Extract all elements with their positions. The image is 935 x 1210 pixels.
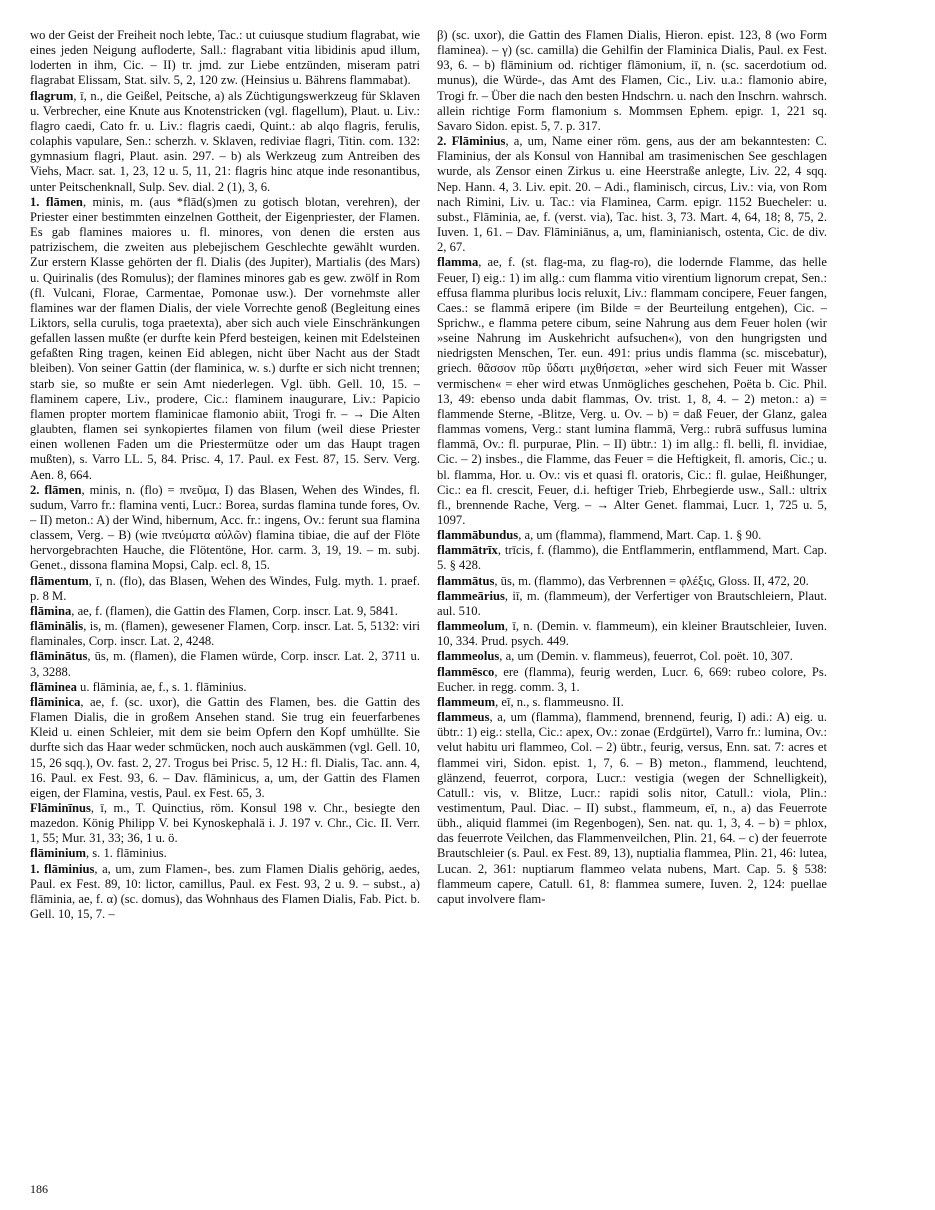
entry-text: , ī, n. (Demin. v. flammeum), ein kleiner Brautschleier, Iuven. 10, 334. Prud. psych. 449.: [437, 619, 827, 649]
entry-headword: flamma: [437, 255, 479, 270]
entry-headword: flammeolus: [437, 649, 500, 664]
entry-headword: flammābundus: [437, 528, 519, 543]
entry-text: wo der Geist der Freiheit noch lebte, Tac.: ut cuiusque studium flagrabat, wie eines jeden Neigung aufloderte, Sall.: flagrabant vitia libidinis apud illum, loderten in ihm, Cic. – II) tr. jmd. zur Liebe entzünden, miseram patri flagrabat Elissam, Stat. silv. 5, 2, 120 zw. (Heinsius u. Bährens flammabat).: [30, 28, 420, 88]
entry-text: , minis, n. (flo) = πνεῦμα, I) das Blasen, Wehen des Windes, fl. sudum, Varro fr.: flamina venti, Lucr.: Borea, surdas flamina tunde fores, Ov. – II) meton.: A) der Wind, hibernum, Acc. fr.: ingens, Ov.: ferunt sua flamina classem, Verg. – B) (wie πνεύματα αὐλῶν) flamina tibiae, die auf der Flöte hervorgebrachten Hauche, die Flötentöne, Hor. carm. 3, 19, 19. – m. subj. Genet., dissona flamina Mopsi, Calp. ecl. 8, 15.: [30, 482, 420, 573]
entry-text: , a, um (Demin. v. flammeus), feuerrot, Col. poët. 10, 307.: [499, 649, 793, 664]
entry-headword: flammeārius: [437, 588, 505, 603]
entry-headword: flammātrīx: [437, 543, 498, 558]
entry-headword: flammeum: [437, 694, 496, 709]
entry-text: , ī, m., T. Quinctius, röm. Konsul 198 v. Chr., besiegte den mazedon. König Philipp V. bei Kynoskephalä i. J. 197 v. Chr., Cic. II. Verr. 1, 55; Mur. 31, 33; 36, 1 u. ö.: [30, 800, 420, 846]
dictionary-entry: [30, 862, 420, 923]
entry-headword: 1. flāminius: [30, 861, 95, 876]
entry-text: , ūs, m. (flammo), das Verbrennen = φλέξις, Gloss. II, 472, 20.: [494, 573, 809, 588]
entry-headword: 2. Flāminius: [437, 134, 506, 149]
dictionary-entry: [30, 195, 420, 483]
entry-text: , s. 1. flāminius.: [85, 846, 167, 861]
dictionary-entry: [437, 528, 827, 543]
dictionary-entry: [437, 134, 827, 255]
entry-text: , ūs, m. (flamen), die Flamen würde, Corp. inscr. Lat. 2, 3711 u. 3, 3288.: [30, 649, 420, 679]
dictionary-entry: [437, 695, 827, 710]
dictionary-entry: [30, 574, 420, 604]
entry-headword: flāminium: [30, 846, 86, 861]
entry-text: , a, um (flamma), flammend, brennend, feurig, I) adi.: A) eig. u. übtr.: 1) eig.: stella, Cic.: apex, Ov.: zonae (Erdgürtel), Varro fr.: lumina, Ov.: velut habitu uri flammeo, Col. – 2) übtr., feurig, versus, Enn. sat. 7: acres et flammei viri, Sidon. epist. 1, 7, 6. – B) meton., flammend, leuchtend, glänzend, feuerrot, corpora, Lucr.: vestigia (wegen der Schnelligkeit), Catull.: vis, v. Blitze, Lucr.: rapidi solis nitor, Catull.: viola, Plin.: vestimentum, Paul. Diac. – II) subst., flammeum, eī, n., a) das Feuerrote übh., aliquid flammei (im Regenbogen), Sen. nat. qu. 1, 3, 4. – b) = phlox, das feuerrote Veilchen, das Flammenveilchen, Plin. 21, 64. – c) der feuerrote Brautschleier (s. Paul. ex Fest. 89, 13), nuptialia flammea, Plin. 21, 46: lutea, Lucan. 2, 361: nuptiarum flammeo velata nubens, Mart. Cap. 5. § 538: flammeum capere, Catull. 61, 8: flammea sumere, Iuven. 2, 124: puellae caput involvere flam-: [437, 710, 827, 906]
entry-text: , ae, f. (st. flag-ma, zu flag-ro), die lodernde Flamme, das helle Feuer, I) eig.: 1) im allg.: cum flamma vitio virentium lignorum crepat, Sen.: effusa flamma pluribus locis reluxit, Liv.: flammam concipere, Feuer fangen, Caes.: se flammā eripere (im Bilde = der Beurteilung entgehen), Cic. – Sprichw., e flamma petere cibum, seine Nahrung aus dem Feuer holen (wir »seine Nahrung im Auskehricht aufsuchen«), von den hungrigsten und niedrigsten Menschen, Ter. eun. 491: prius undis flamma (sc. miscebatur), griech. θᾶσσον πῦρ ὕδατι μιχθήσεται, »eher wird sich Feuer mit Wasser vermischen« = eher wird etwas Unmögliches geschehen, Poëta b. Cic. Phil. 13, 49: ebenso unda dabit flammas, Ov. trist. 1, 8, 4. – 2) meton.: a) = flammende Sterne, -Blitze, Verg. u. Ov. – b) = daß Feuer, der Glanz, galea flammas vomens, Verg.: stant lumina flammā, Verg.: rubrā suffusus lumina flammā, Ov.: fl. purpurae, Plin. – II) übtr.: 1) im allg.: fl. belli, fl. invidiae, Cic. – 2) insbes., die Flamme, das Feuer = die Heftigkeit, fl. amoris, Cic.; u. bl. flamma, Hor. u. Ov.: vis et quasi fl. oratoris, Cic.: fl. gulae, Heißhunger, Cic.: ea fl. crescit, Feuer, d.i. heftiger Trieb, Ehrbegierde usw., Sall.: ultrix fl., brennende Rache, Verg. – → Alter Genet. flammai, Lucr. 1, 725 u. 5, 1097.: [437, 255, 827, 527]
entry-text: , trīcis, f. (flammo), die Entflammerin, entflammend, Mart. Cap. 5. § 428.: [437, 543, 827, 573]
entry-headword: Flāminīnus: [30, 800, 91, 815]
entry-headword: 1. flāmen: [30, 194, 83, 209]
right-column: [437, 28, 827, 1188]
dictionary-entry: [30, 28, 420, 89]
entry-text: , is, m. (flamen), gewesener Flamen, Corp. inscr. Lat. 5, 5132: viri flaminales, Corp. inscr. Lat. 2, 4248.: [30, 619, 420, 649]
entry-text: , ae, f. (flamen), die Gattin des Flamen, Corp. inscr. Lat. 9, 5841.: [71, 603, 398, 618]
entry-text: , a, um, zum Flamen-, bes. zum Flamen Dialis gehörig, aedes, Paul. ex Fest. 89, 10: lictor, camillus, Paul. ex Fest. 93, 2 u. 9. – subst., a) flāminia, ae, f. α) (sc. domus), das Wohnhaus des Flamen Dialis, Fab. Pict. b. Gell. 10, 15, 7. –: [30, 861, 420, 922]
dictionary-entry: [437, 665, 827, 695]
dictionary-entry: [30, 846, 420, 861]
dictionary-entry: [30, 483, 420, 574]
entry-text: , a, um (flamma), flammend, Mart. Cap. 1. § 90.: [518, 528, 762, 543]
dictionary-entry: [30, 89, 420, 195]
entry-headword: flāminica: [30, 694, 81, 709]
dictionary-entry: [30, 695, 420, 801]
entry-headword: flāmentum: [30, 573, 89, 588]
entry-text: β) (sc. uxor), die Gattin des Flamen Dialis, Hieron. epist. 123, 8 (wo Form flaminea). – γ) (sc. camilla) die Gehilfin der Flaminica Dialis, Paul. ex Fest. 93, 6. – b) flāminium od. richtiger flāmonium, iī, n. (sc. sacerdotium od. munus), die Würde-, das Amt des Flamen, Cic., Liv. u.a.: flamonio abire, Trogi fr. – Über die nach den besten Hndschrn. u. nach den Inschrn. wahrsch. allein richtige Form flamonium s. Mommsen Ephem. epigr. 1, 221 sq. Savaro Sidon. epist. 5, 7. p. 317.: [437, 28, 827, 133]
entry-headword: flammātus: [437, 573, 495, 588]
entry-text: , minis, m. (aus *flād(s)men zu gotisch blotan, verehren), der Priester einer bestimmten einzelnen Gottheit, der Eigenpriester, der Flamen. Es gab flamines maiores u. fl. minores, von denen die ersten aus patrizischem, die zweiten aus plebejischem Geschlechte gewählt wurden. Zur erstern Klasse gehörten der fl. Dialis (des Jupiter), Martialis (des Mars) u. Quirinalis (des Romulus); der flamines minores gab es gew. zwölf in Rom (fl. Vulcani, Florae, Carmentae, Pomonae usw.). Der vornehmste aller flamines war der flamen Dialis, der viele Vorrechte genoß (Begleitung eines Liktors, sella curulis, toga praetexta), aber sich auch viele Einschränkungen gefallen lassen mußte (er durfte kein Pferd besteigen, keinen mit Edelsteinen gefaßten Ring tragen, keinen Eid ablegen, nicht über Nacht aus der Stadt bleiben). Von seiner Gattin (der flaminica, w. s.) durfte er sich nicht trennen; starb sie, so mußte er sein Amt niederlegen. Vgl. übh. Gell. 10, 15. – flaminem capere, Liv., prodere, Cic.: flaminem inaugurare, Liv.: Papicio flamen propter mortem flaminicae flamonio abiit, Trogi fr. – → Die Alten glaubten, flamen sei synkopiertes filamen von filum (weil diese Priester einen wollenen Faden um die Priestermütze oder um das Haupt tragen mußten), s. Varro LL. 5, 84. Prisc. 4, 17. Paul. ex Fest. 87, 15. Serv. Verg. Aen. 8, 664.: [30, 194, 420, 482]
dictionary-entry: [30, 649, 420, 679]
entry-text: , eī, n., s. flammeusno. II.: [495, 694, 624, 709]
dictionary-entry: [30, 801, 420, 846]
dictionary-entry: [30, 604, 420, 619]
dictionary-entry: [437, 589, 827, 619]
dictionary-entry: [437, 255, 827, 528]
page-number: 186: [30, 1182, 48, 1196]
entry-headword: flāmina: [30, 603, 72, 618]
entry-headword: flāminālis: [30, 619, 84, 634]
entry-headword: flammeolum: [437, 619, 505, 634]
entry-text: , ae, f. (sc. uxor), die Gattin des Flamen, bes. die Gattin des Flamen Dialis, die in großem Ansehen stand. Sie trug ein feuerfarbenes Kleid u. einen Schleier, mit dem sie beim Opfern den Kopf umhüllte. Sie durfte sich das Haar weder schmücken, noch auch auskämmen (vgl. Gell. 10, 15, 26 sqq.), Ov. fast. 2, 27. Trogus bei Prisc. 5, 12 H.: fl. Dialis, Tac. ann. 4, 16. Paul. ex Fest. 93, 6. – Dav. flāminicus, a, um, der Gattin des Flamen eigen, der Flamina, vestis, Paul. ex Fest. 65, 3.: [30, 694, 420, 800]
entry-headword: flammeus: [437, 710, 490, 725]
entry-headword: flāminātus: [30, 649, 88, 664]
dictionary-entry: [30, 619, 420, 649]
dictionary-entry: [437, 574, 827, 589]
entry-text: , ī, n., die Geißel, Peitsche, a) als Züchtigungswerkzeug für Sklaven u. Verbrecher, eine Knute aus Knotenstricken (vgl. flagellum), Plaut. u. Liv.: flagro caedi, Cato fr. u. Liv.: flagris caedi, Quint.: ab alqo flagris, ferulis, colaphis vapulare, Sen.: scherzh. v. Sklaven, rediviae flagri, Titin. com. 132: gymnasium flagri, Plaut. asin. 297. – b) als Werkzeug zum Antreiben des Viehs, Macr. sat. 1, 23, 12 u. 5, 11, 21: flagris hinc atque inde resonantibus, unter Peitschenknall, Sulp. Sev. dial. 2 (1), 3, 6.: [30, 88, 420, 194]
entry-text: , ere (flamma), feurig werden, Lucr. 6, 669: rubeo colore, Ps. Eucher. in regg. comm. 3, 1.: [437, 664, 827, 694]
entry-headword: flāminea: [30, 679, 77, 694]
dictionary-entry: [437, 619, 827, 649]
entry-text: , iī, m. (flammeum), der Verfertiger von Brautschleiern, Plaut. aul. 510.: [437, 588, 827, 618]
dictionary-entry: [437, 28, 827, 134]
entry-headword: flagrum: [30, 88, 74, 103]
dictionary-entry: [437, 543, 827, 573]
entry-text: , a, um, Name einer röm. gens, aus der am bekanntesten: C. Flaminius, der als Konsul von Hannibal am trasimenischen See geschlagen wurde, als Zensor einen Zirkus u. eine Heerstraße anlegte, Liv. 22, 4 sqq. Nep. Hann. 4, 3. Liv. epit. 20. – Adi., flaminisch, circus, Liv.: via, von Rom nach Rimini, Liv. u. Tac.: via Flaminea, Carm. epigr. 1152 Buecheler: u. subst., Flāminia, ae, f. (verst. via), Tac. hist. 3, 73. Mart. 4, 64, 18; 8, 75, 2. Iuven. 1, 61. – Dav. Flāminiānus, a, um, flaminianisch, ostenta, Cic. de div. 2, 67.: [437, 134, 827, 255]
entry-text: , ī, n. (flo), das Blasen, Wehen des Windes, Fulg. myth. 1. praef. p. 8 M.: [30, 573, 420, 603]
entry-headword: 2. flāmen: [30, 482, 82, 497]
entry-headword: flammēsco: [437, 664, 495, 679]
entry-text: u. flāminia, ae, f., s. 1. flāminius.: [76, 679, 247, 694]
dictionary-entry: [30, 680, 420, 695]
dictionary-entry: [437, 710, 827, 907]
dictionary-entry: [437, 649, 827, 664]
left-column: [30, 28, 420, 1188]
